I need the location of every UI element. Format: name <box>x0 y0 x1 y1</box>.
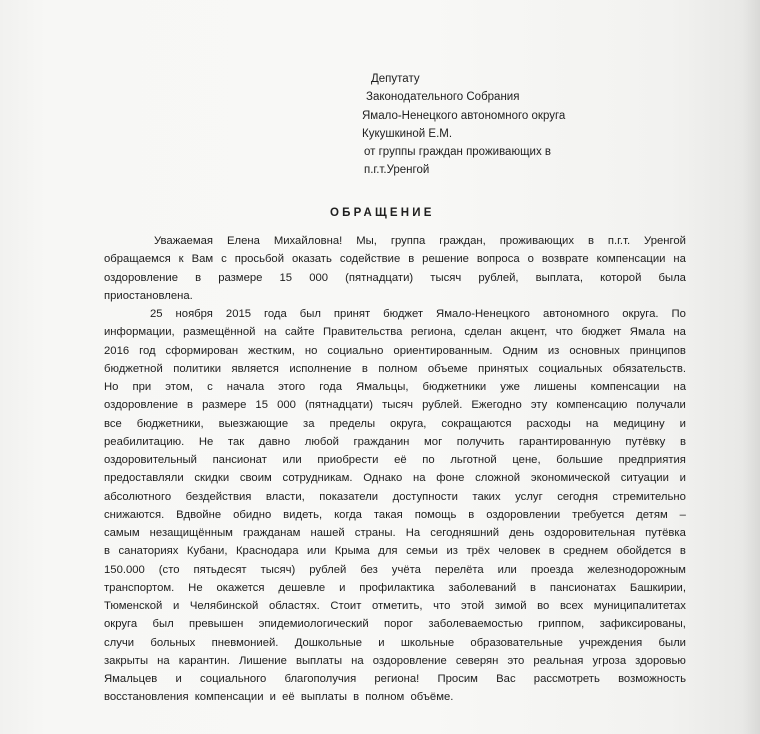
addressee-line: от группы граждан проживающих в <box>364 146 552 159</box>
body-line: случи больных пневмонией. Дошкольные и школьные образовательные учреждения были <box>104 636 686 649</box>
addressee-line: Депутату <box>371 73 420 85</box>
body-line: абсолютного бездействия власти, показатели доступности таких услуг сегодня стремительно <box>104 490 686 503</box>
body-line: округа был превышен эпидемиологический порог заболеваемостью гриппом, зафиксированы, <box>104 618 686 631</box>
appeal-body <box>104 232 686 707</box>
body-line: бюджетной политики является исполнение в полном объеме принятых социальных обязательств. <box>104 362 686 375</box>
body-line: Уважаемая Елена Михайловна! Мы, группа граждан, проживающих в п.г.т. Уренгой <box>154 235 686 247</box>
addressee-line: Ямало-Ненецкого автономного округа <box>362 109 566 122</box>
page-edge-shadow <box>742 0 760 734</box>
body-line: 2016 год сформирован жестким, но социально ориентированным. Одним из основных принципов <box>104 344 686 357</box>
body-line: предоставляли скидки своим сотрудникам. Однако на фоне сложной экономической ситуации и <box>104 472 686 485</box>
body-line: все бюджетники, выезжающие за пределы округа, сокращаются расходы на медицину и <box>104 417 686 430</box>
body-line: 150.000 (сто пятьдесят тысяч) рублей без учёта перелёта или проезда железнодорожным <box>104 563 686 576</box>
body-line: снижаются. Вдвойне обидно видеть, когда такая помощь в оздоровлении требуется детям – <box>104 508 686 521</box>
document-heading: ОБРАЩЕНИЕ <box>330 207 435 219</box>
body-line: оздоровление в размере 15 000 (пятнадцати) тысяч рублей, выплата, которой была <box>104 271 686 284</box>
body-line: оздоровительный пансионат или приобрести её по льготной цене, большие предприятия <box>104 454 686 466</box>
body-line: закрыты на карантин. Лишение выплаты на оздоровление северян это реальная угроза здоровью <box>104 654 686 667</box>
body-line: самым незащищённым гражданам нашей страны. На сегодняшний день оздоровительная путёвка <box>104 527 686 539</box>
body-line: реабилитацию. Не так давно любой гражданин мог получить гарантированную путёвку в <box>104 435 686 448</box>
addressee-line: п.г.т.Уренгой <box>364 164 430 177</box>
body-line: приостановлена. <box>104 289 193 302</box>
body-line: обращаемся к Вам с просьбой оказать содействие в решение вопроса о возврате компенсации на <box>104 253 686 266</box>
body-line: Тюменской и Челябинской областях. Стоит отметить, что этой зимой во всех муниципалитетах <box>104 600 686 612</box>
body-line: в санаториях Кубани, Краснодара или Крыма для семьи из трёх человек в среднем обойдется в <box>104 545 686 558</box>
addressee-line: Кукушкиной Е.М. <box>362 127 453 140</box>
body-line: Но при этом, с начала этого года Ямальцы, бюджетники уже лишены компенсации на <box>104 381 686 393</box>
body-line: 25 ноября 2015 года был принят бюджет Ямало-Ненецкого автономного округа. По <box>150 308 686 320</box>
body-line: информации, размещённой на сайте Правительства региона, сделан акцент, что бюджет Ямала на <box>104 326 686 339</box>
addressee-line: Законодательного Собрания <box>366 91 520 104</box>
body-line: оздоровление в размере 15 000 (пятнадцати) тысяч рублей. Ежегодно эту компенсацию получали <box>104 399 686 412</box>
body-line: транспортом. Не окажется дешевле и профилактика заболеваний в пансионатах Башкирии, <box>104 581 686 594</box>
addressee-block <box>362 70 682 180</box>
body-line: восстановления компенсации и её выплаты в полном объёме. <box>104 691 454 704</box>
body-line: Ямальцев и социального благополучия региона! Просим Вас рассмотреть возможность <box>104 673 686 685</box>
